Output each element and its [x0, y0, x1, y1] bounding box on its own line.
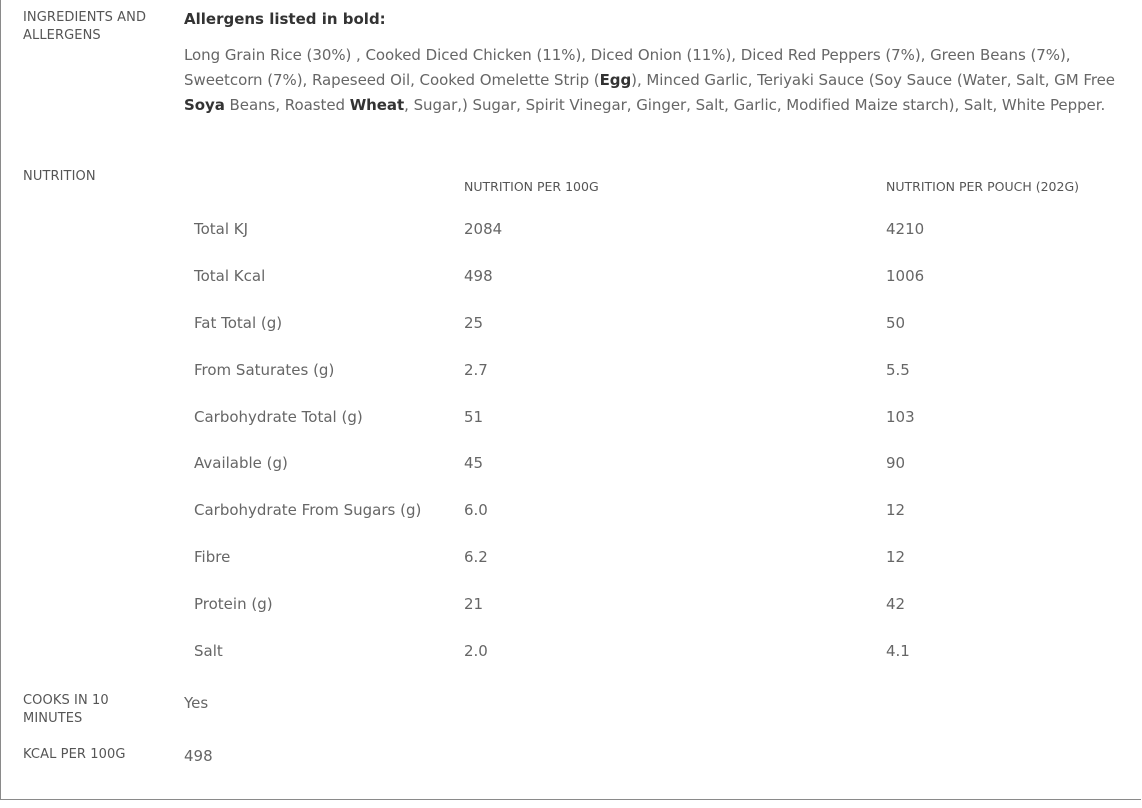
value-per-100g: 6.0 — [464, 501, 488, 519]
header-per-100g: NUTRITION PER 100G — [464, 179, 599, 194]
table-row — [184, 442, 1134, 489]
nutrient-name: Total KJ — [194, 220, 249, 238]
nutrient-name: Fibre — [194, 548, 231, 566]
value-per-pouch: 12 — [886, 548, 906, 566]
value-per-100g: 45 — [464, 454, 484, 472]
value-per-100g: 6.2 — [464, 548, 488, 566]
value-per-100g: 498 — [464, 267, 493, 285]
cooks-in-10-value: Yes — [184, 694, 209, 712]
ingredients-segment: , Sugar,) Sugar, Spirit Vinegar, Ginger, Salt, Garlic, Modified Maize starch), Salt, White Pepper. — [404, 96, 1106, 114]
nutrient-name: Protein (g) — [194, 595, 273, 613]
nutrient-name: Available (g) — [194, 454, 288, 472]
table-row — [184, 396, 1134, 443]
value-per-100g: 25 — [464, 314, 484, 332]
value-per-pouch: 4.1 — [886, 642, 910, 660]
value-per-pouch: 4210 — [886, 220, 925, 238]
cooks-in-10-label — [23, 692, 109, 728]
nutrient-name: Salt — [194, 642, 223, 660]
allergen-egg: Egg — [599, 71, 632, 89]
value-per-100g: 51 — [464, 408, 484, 426]
cooks-label-line1: COOKS IN 10 — [23, 693, 109, 708]
value-per-pouch: 103 — [886, 408, 915, 426]
table-row — [184, 255, 1134, 302]
allergen-wheat: Wheat — [349, 96, 405, 114]
nutrient-name: From Saturates (g) — [194, 361, 335, 379]
value-per-pouch: 5.5 — [886, 361, 910, 379]
nutrient-name: Fat Total (g) — [194, 314, 283, 332]
ingredients-segment: Long Grain Rice (30%) , Cooked Diced Chicken (11%), Diced Onion (11%), Diced Red Peppers (7%), Green Beans (7%), Sweetcorn (7%), Rapeseed Oil, Cooked Omelette Strip ( — [184, 46, 1071, 89]
table-row — [184, 536, 1134, 583]
value-per-pouch: 50 — [886, 314, 906, 332]
nutrient-name: Carbohydrate Total (g) — [194, 408, 363, 426]
table-row — [184, 630, 1134, 677]
value-per-pouch: 90 — [886, 454, 906, 472]
value-per-100g: 2084 — [464, 220, 503, 238]
table-row — [184, 208, 1134, 255]
table-row — [184, 583, 1134, 630]
nutrient-name: Carbohydrate From Sugars (g) — [194, 501, 422, 519]
value-per-pouch: 42 — [886, 595, 906, 613]
nutrient-name: Total Kcal — [194, 267, 266, 285]
ingredients-label: INGREDIENTS AND ALLERGENS — [23, 10, 147, 43]
table-row — [184, 302, 1134, 349]
value-per-pouch: 1006 — [886, 267, 925, 285]
table-row — [184, 349, 1134, 396]
nutrition-label: NUTRITION — [23, 169, 96, 184]
allergen-soya: Soya — [184, 96, 225, 114]
table-row — [184, 489, 1134, 536]
kcal-per-100g-value: 498 — [184, 747, 213, 765]
header-per-pouch: NUTRITION PER POUCH (202G) — [886, 179, 1080, 194]
ingredients-segment: ), Minced Garlic, Teriyaki Sauce (Soy Sauce (Water, Salt, GM Free — [631, 71, 1115, 89]
value-per-pouch: 12 — [886, 501, 906, 519]
allergens-heading: Allergens listed in bold: — [184, 10, 386, 28]
value-per-100g: 21 — [464, 595, 484, 613]
ingredients-segment: Beans, Roasted — [224, 96, 350, 114]
kcal-per-100g-label: KCAL PER 100G — [23, 747, 126, 762]
cooks-label-line2: MINUTES — [23, 711, 83, 726]
ingredients-text — [184, 43, 1124, 118]
value-per-100g: 2.7 — [464, 361, 488, 379]
value-per-100g: 2.0 — [464, 642, 488, 660]
